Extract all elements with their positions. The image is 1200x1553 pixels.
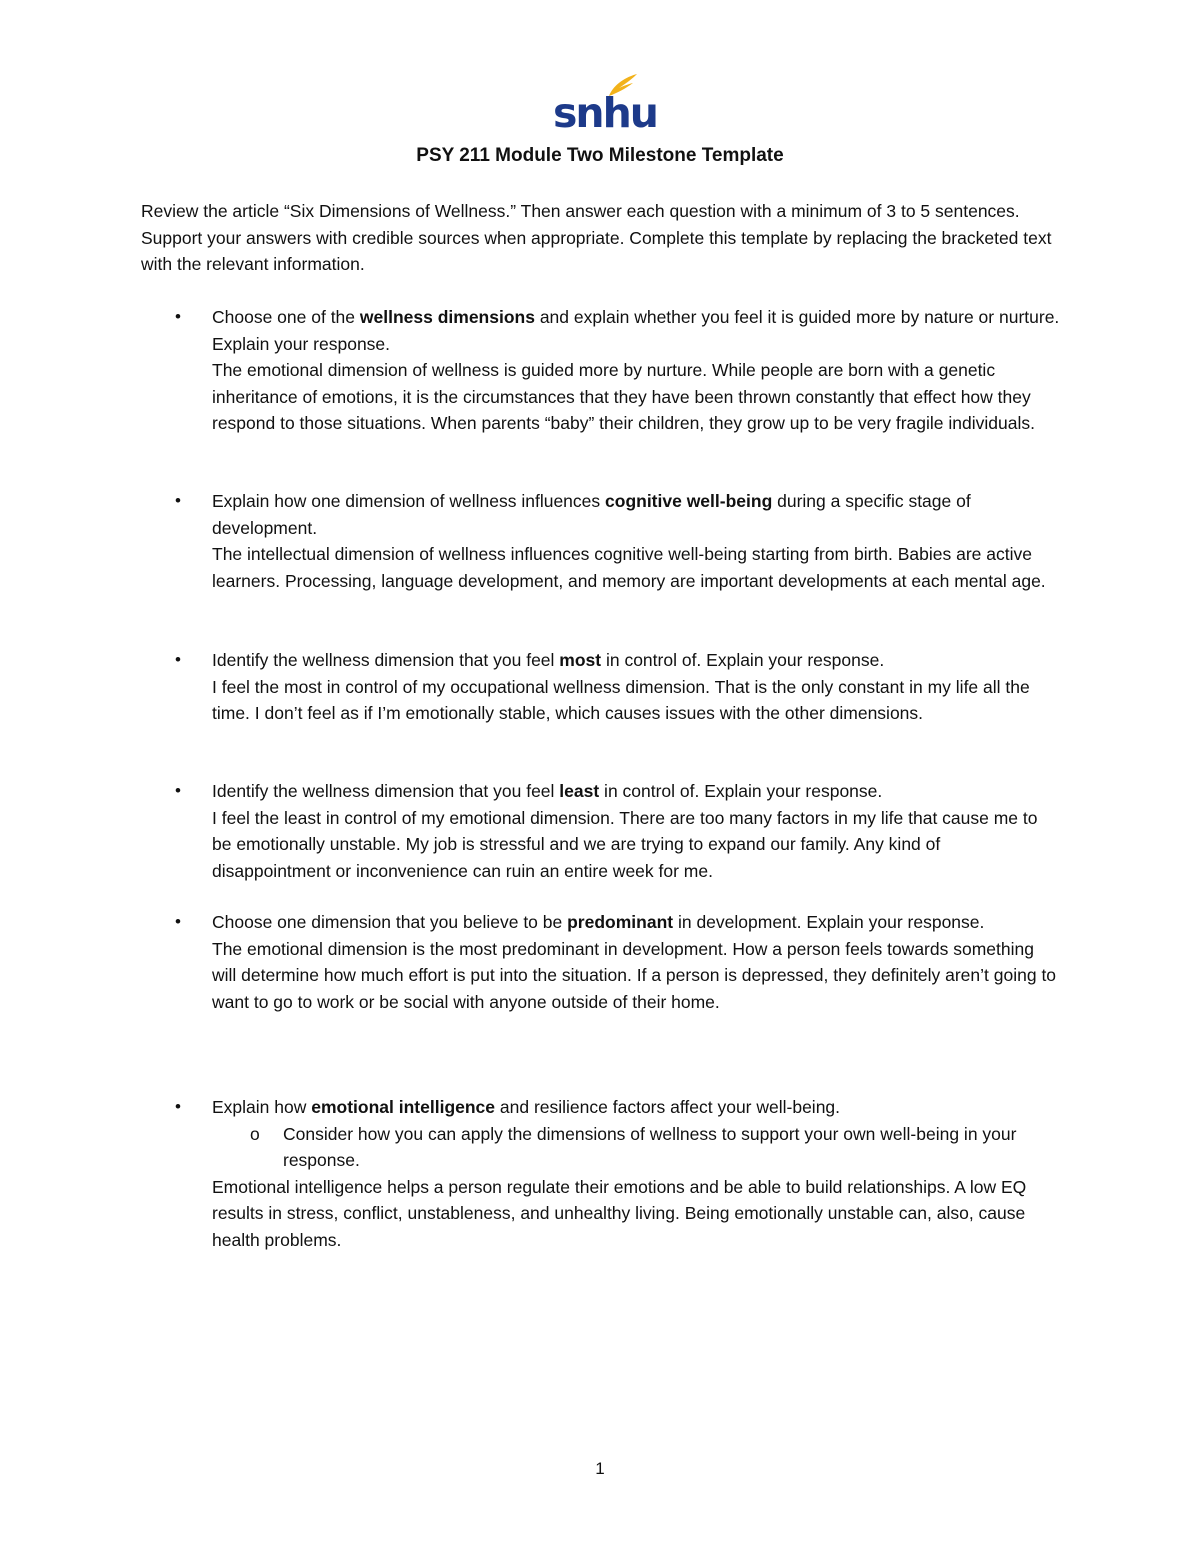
question-3-text [212,647,1061,727]
prompt-bold: cognitive well-being [605,491,773,511]
answer-text: Emotional intelligence helps a person regulate their emotions and be able to build relationships. A low EQ results in stress, conflict, unstableness, and unhealthy living. Being emotionally unstable can, also, cause health problems. [212,1176,1027,1250]
prompt-text: and resilience factors affect your well-being. [495,1097,841,1117]
prompt-text: Identify the wellness dimension that you feel [212,650,560,670]
question-5-text [212,909,1061,1015]
prompt-bold: predominant [567,912,674,932]
question-2 [141,488,1061,594]
bullet-icon: • [175,781,181,800]
prompt-text: and explain whether you feel it is guided more by nature or nurture. Explain your response. [212,307,1060,354]
question-1 [141,304,1061,437]
prompt-text: in control of. Explain your response. [599,781,883,801]
question-4-text [212,778,1061,884]
prompt-text: in development. Explain your response. [673,912,985,932]
bullet-icon: • [175,491,181,510]
answer-text: I feel the most in control of my occupational wellness dimension. That is the only constant in my life all the time. I don’t feel as if I’m emotionally stable, which causes issues with the other dimensions. [212,676,1030,723]
prompt-bold: emotional intelligence [311,1097,496,1117]
snhu-logo [553,72,657,137]
answer-text: The intellectual dimension of wellness influences cognitive well-being starting from birth. Babies are active learners. Processing, language development, and memory are important developments at each mental age. [212,544,1046,591]
bullet-icon: • [175,650,181,669]
intro-paragraph: Review the article “Six Dimensions of Wellness.” Then answer each question with a minimum of 3 to 5 sentences. Support your answers with credible sources when appropriate. Complete this template by replacing the bracketed text with the relevant information. [141,201,1052,274]
prompt-text: Explain how one dimension of wellness influences [212,491,606,511]
question-4 [141,778,1061,884]
question-3 [141,647,1061,727]
question-2-text [212,488,1061,594]
answer-text: The emotional dimension is the most predominant in development. How a person feels towards something will determine how much effort is put into the situation. If a person is depressed, they definitely aren’t going to want to go to work or be social with anyone outside of their home. [212,938,1057,1012]
bullet-icon: • [175,307,181,326]
answer-text: The emotional dimension of wellness is guided more by nurture. While people are born with a genetic inheritance of emotions, it is the circumstances that they have been thrown constantly that effect how they respond to those situations. When parents “baby” their children, they grow up to be very fragile individuals. [212,360,1035,433]
prompt-text: during a specific stage of development. [212,491,971,538]
bullet-icon: • [175,912,181,931]
question-6-text [212,1094,1061,1121]
prompt-bold: least [559,781,600,801]
sub-bullet [212,1121,1061,1174]
answer-text: I feel the least in control of my emotional dimension. There are too many factors in my life that cause me to be emotionally unstable. My job is stressful and we are trying to expand our family. Any kind of disappointment or inconvenience can ruin an entire week for me. [212,807,1038,881]
question-1-text [212,304,1061,437]
bullet-icon: • [175,1097,181,1116]
prompt-text: Choose one of the [212,307,360,327]
sub-prompt-text: Consider how you can apply the dimensions of wellness to support your own well-being in your response. [283,1123,1017,1170]
page-title: PSY 211 Module Two Milestone Template [416,145,784,166]
logo-text: snhu [553,89,657,137]
prompt-text: Choose one dimension that you believe to be [212,912,568,932]
circle-bullet-icon: o [250,1123,260,1144]
question-5 [141,909,1061,1015]
prompt-text: in control of. Explain your response. [601,650,885,670]
prompt-bold: most [559,650,602,670]
question-6 [141,1094,1061,1253]
prompt-bold: wellness dimensions [359,307,535,327]
prompt-text: Identify the wellness dimension that you feel [212,781,560,801]
page-number: 1 [595,1459,605,1478]
prompt-text: Explain how [212,1097,312,1117]
